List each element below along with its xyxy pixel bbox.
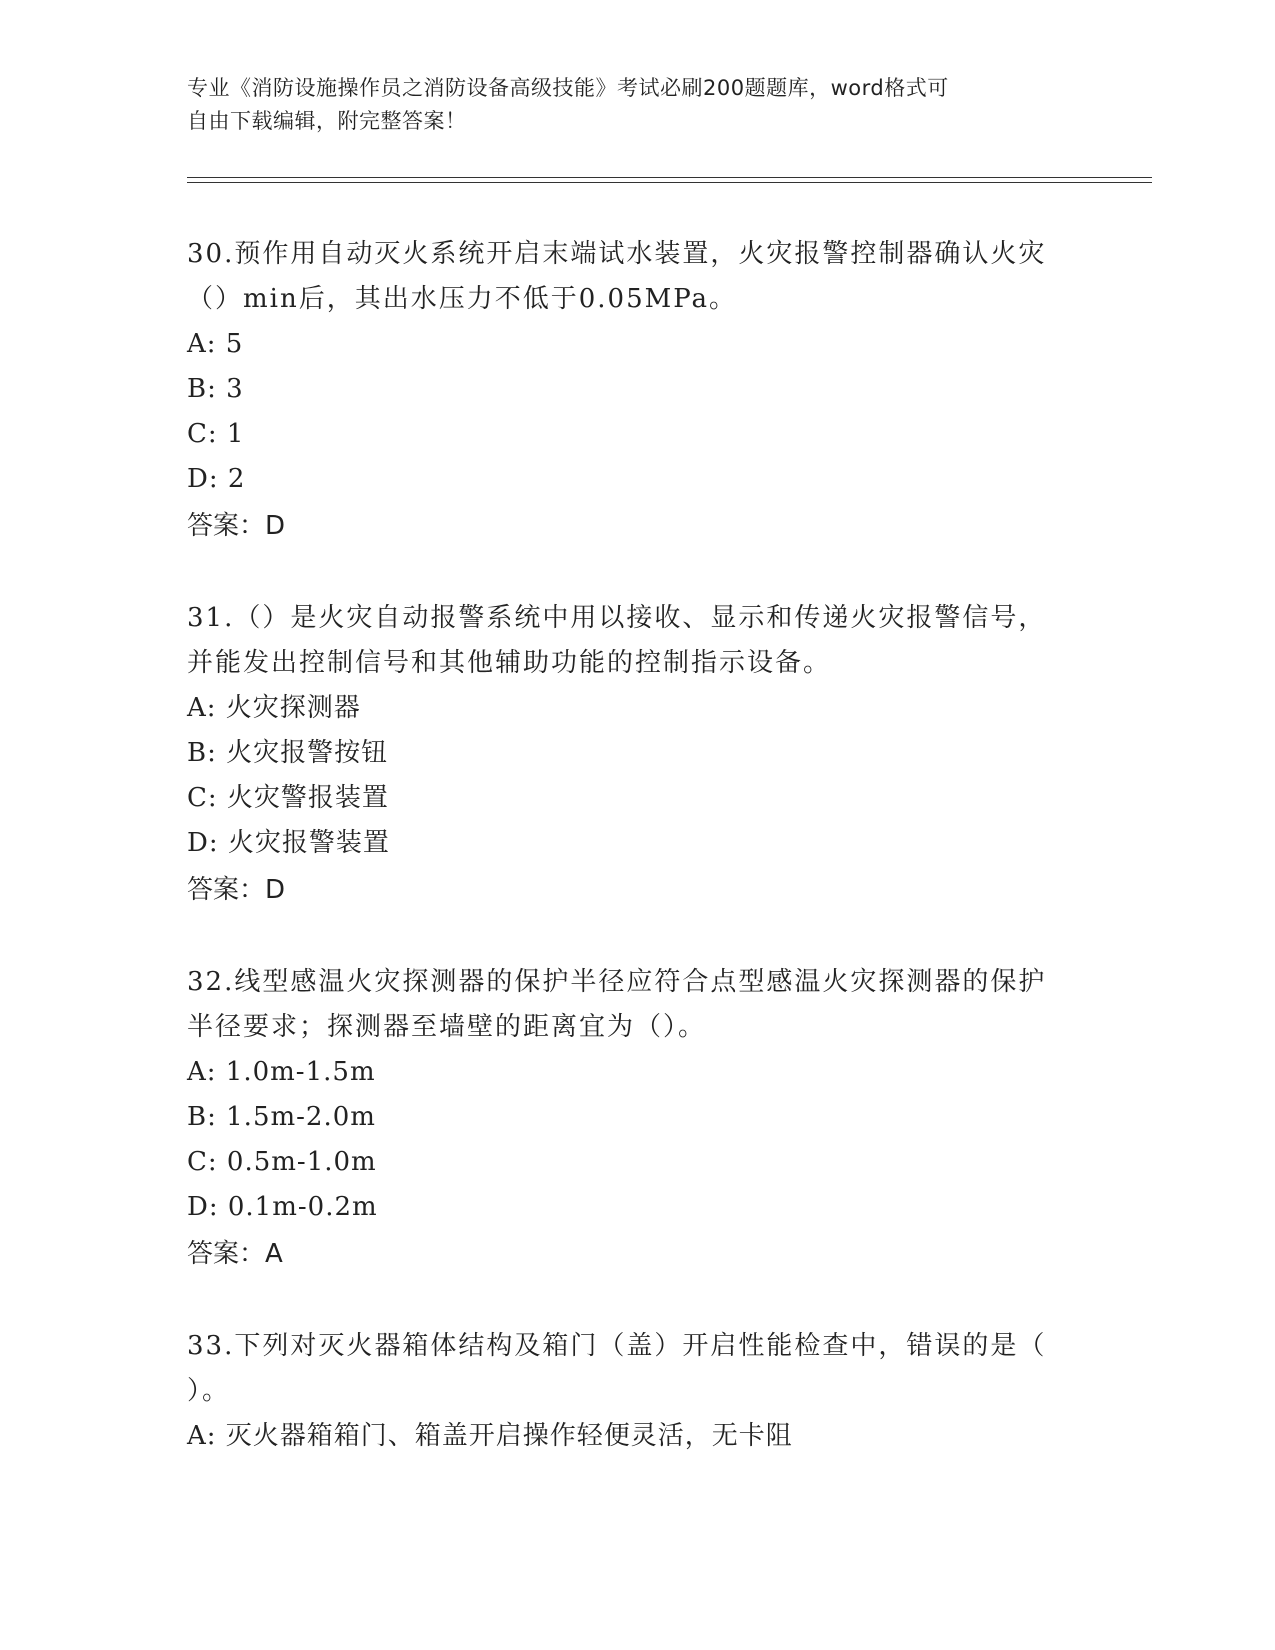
option-a: A: 灭火器箱箱门、箱盖开启操作轻便灵活，无卡阻 [187,1421,793,1451]
option-a: A: 5 [187,329,244,359]
question-30 [187,232,1087,549]
stem-line-2: 并能发出控制信号和其他辅助功能的控制指示设备。 [187,648,832,678]
document-header [187,72,1067,138]
header-line-2: 自由下载编辑，附完整答案！ [187,109,467,133]
header-rule-bottom [187,182,1152,183]
question-stem [187,596,1087,686]
stem-line-2: 半径要求；探测器至墙壁的距离宜为（）。 [187,1012,707,1042]
stem-line-1: 33.下列对灭火器箱体结构及箱门（盖）开启性能检查中，错误的是（ [187,1331,1047,1361]
option-c: C: 1 [187,419,245,449]
header-rule-top [187,177,1152,178]
question-32 [187,960,1087,1277]
answer: 答案：D [187,875,286,905]
option-b: B: 1.5m-2.0m [187,1102,376,1132]
header-line-1: 专业《消防设施操作员之消防设备高级技能》考试必刷200题题库，word格式可 [187,76,949,100]
option-d: D: 0.1m-0.2m [187,1192,378,1222]
stem-line-1: 31.（）是火灾自动报警系统中用以接收、显示和传递火灾报警信号， [187,603,1047,633]
question-stem [187,960,1087,1050]
option-b: B: 火灾报警按钮 [187,738,389,768]
question-33 [187,1324,1087,1459]
stem-line-2: ）。 [187,1376,231,1406]
option-c: C: 0.5m-1.0m [187,1147,377,1177]
question-list [187,232,1087,1506]
stem-line-2: （）min后，其出水压力不低于0.05MPa。 [187,284,738,314]
answer: 答案：A [187,1239,283,1269]
question-stem [187,1324,1087,1414]
stem-line-1: 32.线型感温火灾探测器的保护半径应符合点型感温火灾探测器的保护 [187,967,1047,997]
option-a: A: 火灾探测器 [187,693,361,723]
stem-line-1: 30.预作用自动灭火系统开启末端试水装置，火灾报警控制器确认火灾 [187,239,1047,269]
option-d: D: 火灾报警装置 [187,828,390,858]
question-31 [187,596,1087,913]
option-d: D: 2 [187,464,246,494]
option-a: A: 1.0m-1.5m [187,1057,376,1087]
question-stem [187,232,1087,322]
option-b: B: 3 [187,374,244,404]
answer: 答案：D [187,511,286,541]
option-c: C: 火灾警报装置 [187,783,389,813]
